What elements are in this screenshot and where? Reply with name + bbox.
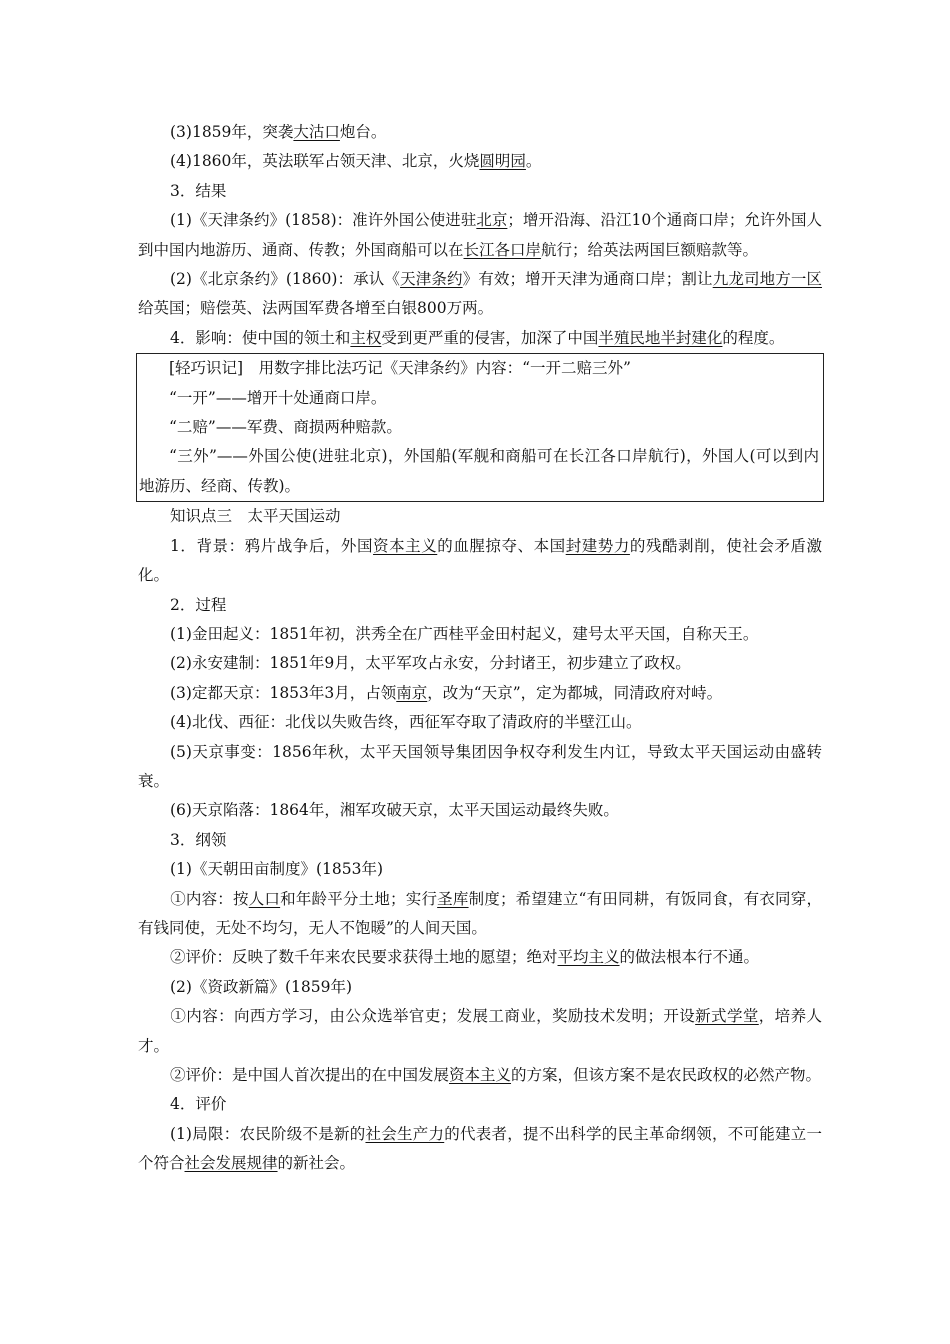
- key-term: 社会发展规律: [184, 1154, 278, 1173]
- limitation: (1)局限：农民阶级不是新的社会生产力的代表者，提不出科学的民主革命纲领，不可能建立一个符合社会发展规律的新社会。: [138, 1124, 822, 1173]
- program-evaluation: ②评价：反映了数千年来农民要求获得土地的愿望；绝对平均主义的做法根本行不通。: [170, 948, 760, 967]
- process-item: (1)金田起义：1851年初，洪秀全在广西桂平金田村起义，建号太平天国，自称天王。: [170, 624, 759, 643]
- memory-tip-line: “二赔”——军费、商损两种赔款。: [169, 418, 402, 437]
- process-item: (4)北伐、西征：北伐以失败告终，西征军夺取了清政府的半壁江山。: [170, 713, 642, 732]
- program-evaluation: ②评价：是中国人首次提出的在中国发展资本主义的方案，但该方案不是农民政权的必然产物。: [170, 1066, 822, 1084]
- background: 1．背景：鸦片战争后，外国资本主义的血腥掠夺、本国封建势力的残酷剥削，使社会矛盾激化。: [138, 536, 822, 585]
- process-item: (3)定都天京：1853年3月，占领南京，改为“天京”，定为都城，同清政府对峙。: [170, 683, 723, 702]
- key-term: 资本主义: [449, 1066, 512, 1084]
- key-term: 封建势力: [565, 536, 630, 555]
- memory-tip-title: [轻巧识记] 用数字排比法巧记《天津条约》内容：“一开二赔三外”: [169, 359, 631, 378]
- key-term: 圆明园: [479, 152, 526, 171]
- key-term: 资本主义: [373, 536, 438, 555]
- program-title: (2)《资政新篇》(1859年): [170, 977, 352, 996]
- section-title: 知识点三 太平天国运动: [170, 507, 341, 526]
- key-term: 南京: [396, 683, 428, 702]
- results-heading: 3．结果: [170, 181, 227, 200]
- key-term: 人口: [248, 889, 281, 908]
- key-term: 平均主义: [557, 948, 620, 967]
- key-term: 半殖民地半封建化: [598, 328, 723, 347]
- key-term: 圣库: [437, 889, 469, 908]
- key-term: 大沽口: [293, 123, 340, 141]
- memory-tip-line: “三外”——外国公使(进驻北京)，外国船(军舰和商船可在长江各口岸航行)，外国人(可以到内地游历、经商、传教)。: [139, 447, 819, 495]
- program-heading: 3．纲领: [170, 830, 227, 849]
- program-content: ①内容：按人口和年龄平分土地；实行圣库制度；希望建立“有田同耕，有饭同食，有衣同穿，有钱同使，无处不均匀，无人不饱暖”的人间天国。: [138, 889, 822, 937]
- process-item: (5)天京事变：1856年秋，太平天国领导集团因争权夺利发生内讧，导致太平天国运动由盛转衰。: [138, 742, 822, 790]
- beijing-treaty: (2)《北京条约》(1860)：承认《天津条约》有效；增开天津为通商口岸；割让九龙司地方一区给英国；赔偿英、法两国军费各增至白银800万两。: [138, 270, 822, 318]
- document-page: [138, 118, 822, 1179]
- evaluation-heading: 4．评价: [170, 1095, 227, 1114]
- memory-tip-box: [136, 353, 824, 502]
- war-process-item-4: (4)1860年，英法联军占领天津、北京，火烧圆明园。: [170, 152, 542, 171]
- key-term: 天津条约: [400, 270, 463, 289]
- memory-tip-line: “一开”——增开十处通商口岸。: [169, 388, 387, 407]
- process-item: (2)永安建制：1851年9月，太平军攻占永安，分封诸王，初步建立了政权。: [170, 654, 691, 673]
- process-heading: 2．过程: [170, 595, 227, 614]
- program-content: ①内容：向西方学习，由公众选举官吏；发展工商业，奖励技术发明；开设新式学堂，培养人才。: [138, 1007, 822, 1055]
- key-term: 社会生产力: [365, 1124, 445, 1143]
- impact: 4．影响：使中国的领土和主权受到更严重的侵害，加深了中国半殖民地半封建化的程度。: [170, 328, 785, 347]
- key-term: 九龙司地方一区: [712, 270, 822, 289]
- process-item: (6)天京陷落：1864年，湘军攻破天京，太平天国运动最终失败。: [170, 801, 619, 820]
- key-term: 主权: [350, 328, 382, 347]
- key-term: 北京: [476, 211, 508, 230]
- war-process-item-3: (3)1859年，突袭大沽口炮台。: [170, 123, 387, 141]
- key-term: 长江各口岸: [463, 240, 542, 259]
- tianjin-treaty: (1)《天津条约》(1858)：准许外国公使进驻北京；增开沿海、沿江10个通商口岸；允许外国人到中国内地游历、通商、传教；外国商船可以在长江各口岸航行；给英法两国巨额赔款等。: [138, 211, 822, 259]
- key-term: 新式学堂: [695, 1007, 759, 1026]
- program-title: (1)《天朝田亩制度》(1853年): [170, 860, 383, 879]
